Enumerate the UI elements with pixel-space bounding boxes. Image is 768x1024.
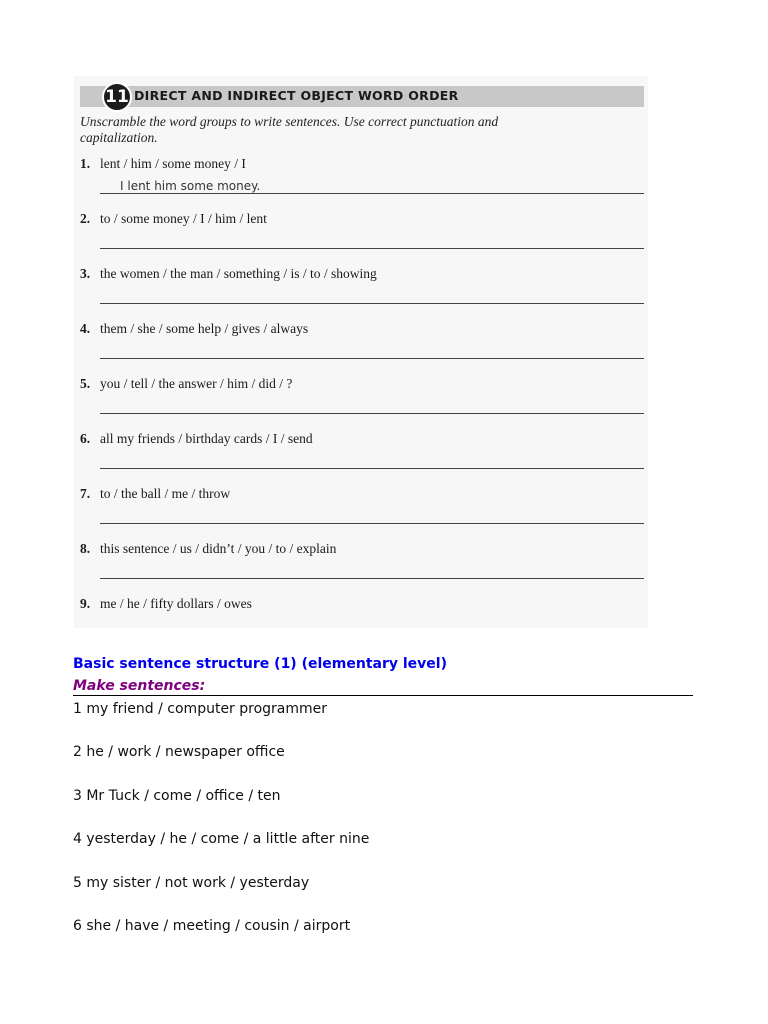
exercise-item <box>80 211 644 261</box>
sentence-prompt: 3 Mr Tuck / come / office / ten <box>73 788 281 804</box>
worksheet-instructions: Unscramble the word groups to write sentences. Use correct punctuation and capitalization. <box>80 114 499 145</box>
answer-line <box>100 523 644 524</box>
exercise-item <box>80 596 644 626</box>
sentence-prompt: 4 yesterday / he / come / a little after nine <box>73 831 370 847</box>
answer-line <box>100 468 644 469</box>
answer-line <box>100 248 644 249</box>
item-prompt: you / tell / the answer / him / did / ? <box>100 376 293 391</box>
item-number: 2. <box>80 211 91 226</box>
exercise-item <box>80 376 644 426</box>
item-prompt: to / some money / I / him / lent <box>100 211 267 226</box>
exercise-item <box>80 541 644 591</box>
item-number: 5. <box>80 376 91 391</box>
item-prompt: all my friends / birthday cards / I / send <box>100 431 313 446</box>
scanned-worksheet <box>74 76 648 628</box>
sentence-prompt: 2 he / work / newspaper office <box>73 744 285 760</box>
item-number: 3. <box>80 266 91 281</box>
exercise-item <box>80 431 644 481</box>
item-number: 6. <box>80 431 91 446</box>
item-number: 4. <box>80 321 91 336</box>
item-number: 1. <box>80 156 91 171</box>
exercise-item <box>80 266 644 316</box>
section-title: Basic sentence structure (1) (elementary level) <box>73 656 447 672</box>
item-number: 8. <box>80 541 91 556</box>
item-prompt: this sentence / us / didn’t / you / to / explain <box>100 541 337 556</box>
exercise-number-badge: 11 <box>102 82 132 112</box>
answer-line <box>100 578 644 579</box>
item-prompt: me / he / fifty dollars / owes <box>100 596 252 611</box>
item-number: 9. <box>80 596 91 611</box>
answer-line <box>100 358 644 359</box>
handwritten-answer: I lent him some money. <box>120 179 261 193</box>
answer-line <box>100 193 644 194</box>
item-prompt: them / she / some help / gives / always <box>100 321 309 336</box>
sentence-prompt: 1 my friend / computer programmer <box>73 701 328 717</box>
answer-line <box>100 303 644 304</box>
item-number: 7. <box>80 486 91 501</box>
worksheet-title: DIRECT AND INDIRECT OBJECT WORD ORDER <box>134 88 459 103</box>
answer-line <box>100 413 644 414</box>
item-prompt: the women / the man / something / is / to / showing <box>100 266 377 281</box>
section-subtitle: Make sentences: <box>73 678 693 696</box>
item-prompt: to / the ball / me / throw <box>100 486 231 501</box>
exercise-item <box>80 156 644 206</box>
sentence-prompt: 6 she / have / meeting / cousin / airport <box>73 918 351 934</box>
sentence-prompt: 5 my sister / not work / yesterday <box>73 875 310 891</box>
item-prompt: lent / him / some money / I <box>100 156 246 171</box>
exercise-item <box>80 321 644 371</box>
exercise-item <box>80 486 644 536</box>
